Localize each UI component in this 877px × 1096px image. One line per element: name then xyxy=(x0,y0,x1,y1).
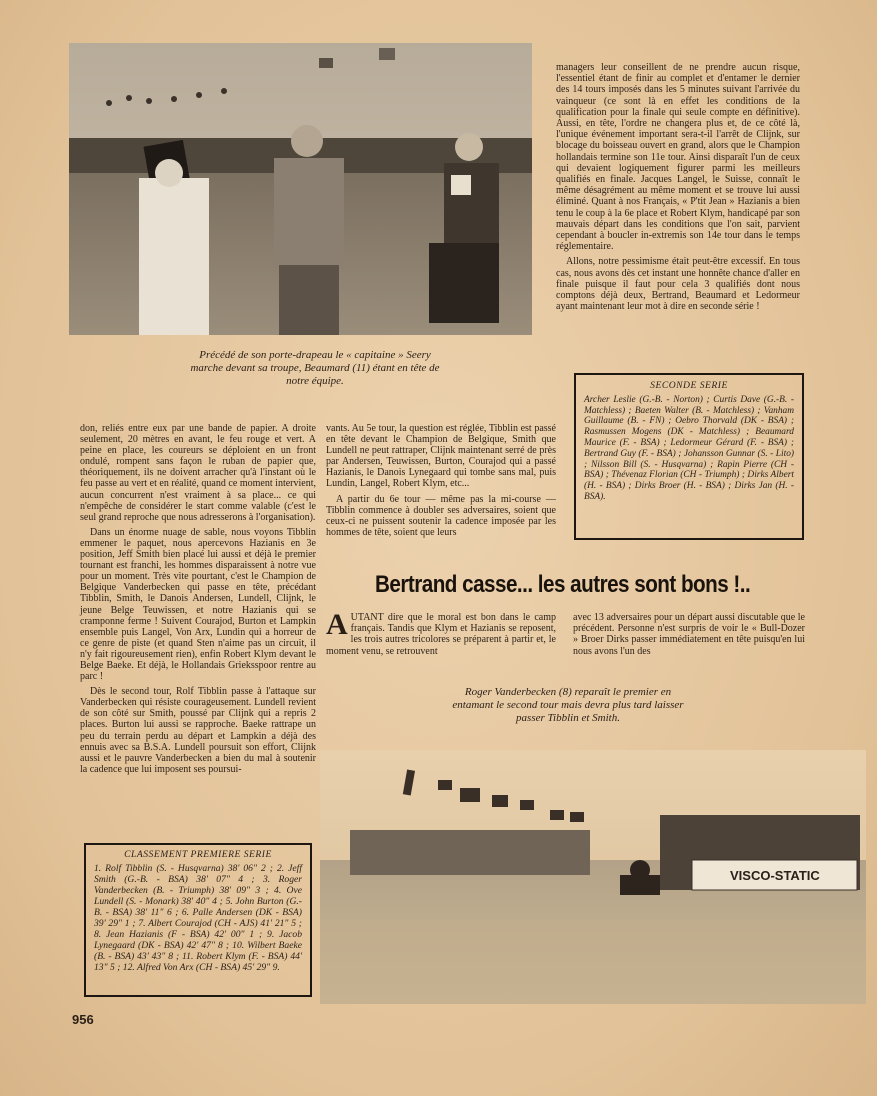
article2-col2 xyxy=(573,612,805,657)
photo-race-start xyxy=(320,750,866,1004)
paragraph: Dans un énorme nuage de sable, nous voyons Tibblin emmener le paquet, nous apercevons Hazianis en 3e position, Jeff Smith bien placé lui aussi et déjà le premier tournant est franchi, les hommes disparaissent à notre vue pour un moment. Très vite pourtant, c'est le Champion de Belgique Vanderbecken qui passe en tête, précédant Tibblin, Smith, le Danois Andersen, Lundell, Clijnk, le jeune Belge Teuwissen, et notre Hazianis qui se cramponne ferme ! Suivent Courajod, Burton et Lampkin ensemble puis Langel, Von Arx, Lundin qui a horreur de ce genre de piste (et quand Sten n'aime pas un circuit, il n'y fait rigoureusement rien), enfin Robert Klym devant le Belge Baeke. Et déjà, le Hollandais Grieksspoor rentre au parc ! xyxy=(80,526,316,683)
dropcap: A xyxy=(326,608,348,641)
column-left xyxy=(80,423,316,779)
paragraph: Allons, notre pessimisme était peut-être excessif. En tous cas, nous avons dès cet instant une honnête chance d'aller en finale puisque il faut pour cela 3 qualifiés dont nous comptons déjà deux, Bertrand, Beaumard et Ledormeur ayant maintenant leur mot à dire en seconde série ! xyxy=(556,256,800,313)
paragraph: A partir du 6e tour — même pas la mi-course — Tibblin commence à doubler ses adversaires, soient que ceux-ci ne puissent soutenir la cadence imposée par les hommes de tête, soient que leurs xyxy=(326,493,556,538)
page-number: 956 xyxy=(72,1012,94,1027)
classement-box xyxy=(84,843,312,997)
column-right-top xyxy=(556,62,800,316)
paragraph: vants. Au 5e tour, la question est réglée, Tibblin est passé en tête devant le Champion de Belgique, Smith que Lundell ne peut rattraper, Clijnk maintenant serré de près par Andersen, Teuwissen, Burton, Courajod qui a passé Hazianis, le Danois Lynegaard qui tombe sans mal, puis Lundin, Langel, Robert Klym, etc... xyxy=(326,423,556,490)
photo-parade xyxy=(69,43,532,335)
photo1-caption: Précédé de son porte-drapeau le « capitaine » Seery marche devant sa troupe, Beaumard (11) étant en tête de notre équipe. xyxy=(190,349,440,387)
flag-icon-2 xyxy=(379,48,395,60)
photo2-caption: Roger Vanderbecken (8) reparaît le premier en entamant le second tour mais devra plus tard laisser passer Tibblin et Smith. xyxy=(452,686,684,724)
paragraph: managers leur conseillent de ne prendre aucun risque, l'essentiel étant de finir au complet et d'entamer le dernier des 14 tours imposés dans les 5 minutes suivant l'arrivée du vainqueur (ce sont là en effet les conditions de la qualification pour la finale qui seule compte en définitive). Aussi, en tête, l'ordre ne changera plus et, de ce côté là, l'unique événement important sera-t-il l'arrêt de Clijnk, sur blocage du boisseau ouvert en grand, alors que le Champion hollandais termine son 11e tour. Ainsi disparaît l'un de ceux qui devaient logiquement figurer parmi les meilleurs qualifiés en finale. Jacques Langel, le Suisse, connaît le même désagrément au même moment et se trouve lui aussi éliminé. Quant à nos Français, « P'tit Jean » Hazianis a bien tenu le coup à la 6e place et Robert Klym, handicapé par son mauvais départ dans les conditions que l'on sait, parvient cependant à boucler in-extremis son 14e tour dans le temps réglementaire. xyxy=(556,62,800,253)
race-photo-graphic xyxy=(320,750,866,1004)
column-middle xyxy=(326,423,556,542)
seconde-serie-box xyxy=(574,373,804,540)
paragraph: don, reliés entre eux par une bande de papier. A droite seulement, 20 mètres en avant, le feu rouge et vert. A peine en place, les coureurs se déploient en un front ondulé, rompent sans façon le ruban de papier que, théoriquement, ils ne doivent arracher qu'à l'instant où le feu passe au vert et en réalité, quand ce moment intervient, aucun concurrent n'est vraiment à sa place... ce qui n'empêche de considérer le start comme valable (c'est le seul grand reproche que nous adresserons à l'organisation). xyxy=(80,423,316,523)
article2-text-1: UTANT dire que le moral est bon dans le camp français. Tandis que Klym et Hazianis se reposent, les trois autres tricolores se préparent à partir et, le moment venu, se retrouvent xyxy=(326,612,556,657)
article2-text-2: avec 13 adversaires pour un départ aussi discutable que le précédent. Personne n'est surpris de voir le « Bull-Dozer » Broer Dirks passer immédiatement en tête puisqu'en lui nous avons l'un des xyxy=(573,612,805,657)
seconde-serie-title: SECONDE SERIE xyxy=(650,380,728,391)
classement-title: CLASSEMENT PREMIERE SERIE xyxy=(124,849,272,860)
banner-text: VISCO-STATIC xyxy=(730,868,820,883)
classement-list: 1. Rolf Tibblin (S. - Husqvarna) 38' 06" 2 ; 2. Jeff Smith (G.-B. - BSA) 38' 07" 4 ; 3. Roger Vanderbecken (B. - Triumph) 38' 09" 3 ; 4. Ove Lundell (S. - Monark) 38' 40" 4 ; 5. John Burton (G.-B. - BSA) 38' 11" 6 ; 6. Palle Andersen (DK - BSA) 39' 29" 1 ; 7. Albert Courajod (CH - AJS) 41' 21" 5 ; 8. Jean Hazianis (F - BSA) 42' 00" 1 ; 9. Jacob Lynegaard (DK - BSA) 42' 47" 8 ; 10. Wilbert Baeke (B. - BSA) 43' 43" 8 ; 11. Robert Klym (F. - BSA) 44' 13" 5 ; 12. Alfred Von Arx (CH - BSA) 45' 29" 9. xyxy=(94,863,302,973)
article-headline: Bertrand casse... les autres sont bons !.. xyxy=(375,571,751,598)
parade-photo-graphic xyxy=(69,43,532,335)
article2-col1 xyxy=(326,608,556,657)
seconde-serie-list: Archer Leslie (G.-B. - Norton) ; Curtis Dave (G.-B. - Matchless) ; Baeten Walter (B. - Matchless) ; Vanham Guillaume (B. - FN) ; Oebro Thorvald (DK - BSA) ; Rasmussen Mogens (DK - Matchless) ; Beaumard Maurice (F. - BSA) ; Ledormeur Gérard (F. - BSA) ; Bertrand Guy (F. - BSA) ; Johansson Gunnar (S. - Lito) ; Nilsson Bill (S. - Husqvarna) ; Rapin Pierre (CH - BSA) ; Thévenaz Florian (CH - Triumph) ; Dirks Albert (H. - BSA) ; Dirks Broer (H. - BSA) ; Dirks Jan (H. - BSA). xyxy=(584,394,794,502)
flag-icon-1 xyxy=(319,58,333,68)
paragraph: Dès le second tour, Rolf Tibblin passe à l'attaque sur Vanderbecken qui résiste courageusement. Lundell revient de son côté sur Smith, poussé par Clijnk qui a repris 2 places. Burton lui aussi se rapproche. Baeke rattrape un peu du terrain perdu au départ et Lampkin a déjà des ennuis avec sa B.S.A. Lundell poursuit son effort, Clijnk aussi et le pauvre Vanderbecken a bien du mal à soutenir la cadence que lui imposent ses poursui- xyxy=(80,686,316,775)
